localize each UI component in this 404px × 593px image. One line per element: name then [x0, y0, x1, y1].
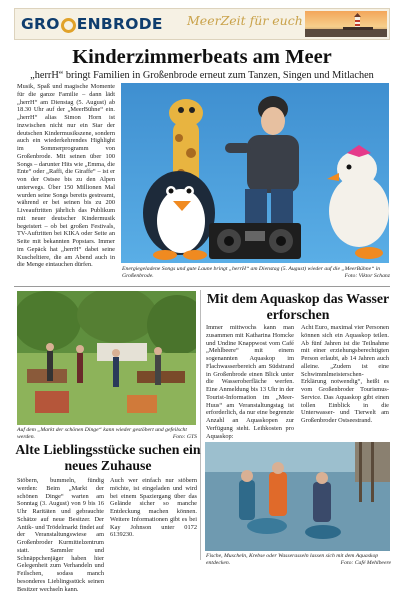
- section-divider: [14, 286, 390, 287]
- brand-logo-text-start: GRO: [21, 15, 60, 33]
- lead-photo-caption: [122, 266, 390, 280]
- aquaskop-photo-credit: Foto: Café Mehlbeere: [340, 560, 391, 566]
- slogan: MeerZeit für euch: [187, 13, 303, 28]
- flea-market-column-2: Auch wer einfach nur stöbern möchte, ist eingeladen und wird bei einem Spaziergang über das Gelände sicher so manche Entdeckung machen können. Weitere Informationen gibt es bei Kay Johnson unter 0172 6139230.: [110, 477, 197, 539]
- lead-photo-credit: Foto: Viktor Schanz: [344, 273, 390, 279]
- flea-market-caption-text: Auf dem „Markt der schönen Dinge“ kann wieder gestöbert und gefeilscht werden.: [17, 427, 187, 440]
- sun-ring-icon: [61, 18, 76, 33]
- lead-body-text: [17, 83, 115, 269]
- aquaskop-column-1: Immer mittwochs kann man zusammen mit Katharina Homcke und Undine Knappwost vom Café „Mehlbeere“ mit einem sogenannten Aquaskop im Flachwasserbereich am Südstrand in Großenbrode einen Blick unter die Wasseroberfläche werfen. Eine Anmeldung bis 13 Uhr in der Tourist-Information im „Meer-Huus“ am Veranstaltungstag ist erforderlich, da nur eine begrenzte Anzahl an Aquaskopen zur Verfügung steht. Leihkosten pro Aquaskop:: [206, 324, 294, 440]
- aquaskop-headline: Mit dem Aquaskop das Wasser erforschen: [206, 291, 390, 322]
- lighthouse-sunset-image: [305, 11, 387, 37]
- flea-market-photo: [17, 291, 196, 425]
- lead-headline: Kinderzimmerbeats am Meer: [72, 46, 332, 68]
- brand-logo: [15, 9, 177, 39]
- lead-paragraph: Musik, Spaß und magische Momente für die ganze Familie – dann lädt „herrH“ am Dienstag (5. August) ab 18.30 Uhr auf der „MeerBühne“ ein. „herrH“ alias Simon Horn ist inzwischen nicht nur ein Star der deutschen Kindermusikszene, sondern auch ein wiederkehrendes Highlight im Sommerprogramm von Großenbrode. Mit seinen über 100 Songs – darunter Hits wie „Emma, die Ente“ oder „Raffi, die Giraffe“ – ist er von der Ostsee bis zu den Alpen unterwegs. Über 150 Millionen Mal wurden seine Songs bereits gestreamt, während er bei seinen bis zu 200 Liveauftritten jährlich das Publikum mit neuer deutscher Kindermusik begeistert – ob bei großen Festivals, TV-Auftritten bei KIKA oder Seite an Seite mit bekannten Popstars. Immer im Gepäck hat „herrH“ dabei seine Kuscheltiere, die am Abend auch in die Menge eintauchen dürfen.: [17, 83, 115, 269]
- aquaskop-caption: [206, 553, 391, 567]
- flea-market-headline: Alte Lieblingsstücke suchen ein neues Zuhause: [15, 442, 201, 473]
- lead-caption-text: Energiegeladene Songs und gute Laune bringt „herrH“ am Dienstag (5. August) wieder auf die „MeerBühne“ in Großenbrode.: [122, 266, 381, 279]
- column-divider: [200, 290, 201, 560]
- flea-market-column-1: Stöbern, bummeln, fündig werden: Beim „Markt der schönen Dinge“ warten am Sonntag (3. August) von 9 bis 16 Uhr Raritäten und gebrauchte Schätze auf neue Besitzer. Der Antik- und Trödelmarkt findet auf der Veranstaltungswiese am Großenbroder Kurmittelzentrum statt. Sammler und Schnäppchenjäger haben hier Gelegenheit zum Verhandeln und Feilschen, sodass manch besonderes Lieblingsstück seinen Besitzer wechseln kann.: [17, 477, 104, 593]
- masthead: [14, 8, 390, 40]
- aquaskop-photo: [205, 442, 390, 551]
- flea-market-caption: [17, 427, 197, 441]
- brand-logo-text-end: ENBRODE: [76, 15, 163, 33]
- flea-market-photo-credit: Foto: GTS: [172, 434, 197, 440]
- aquaskop-caption-text: Fische, Muscheln, Krebse oder Wasserasseln lassen sich mit dem Aquaskop entdecken.: [206, 553, 379, 566]
- lead-photo: [121, 83, 389, 263]
- aquaskop-column-2: Acht Euro, maximal vier Personen können sich ein Aquaskop teilen. Ab fünf Jahren ist die Teilnahme mit einer erziehungsberechtigten Person erlaubt, ab 14 Jahren auch alleine. „Zudem ist eine Schwimmlmeisterschen-Erklärung notwendig“, heißt es vom Großenbroder Tourismus-Service. Das Aquaskop gibt einen tollen Einblick in die Unterwasser- und Tierwelt am Großenbroder Ostseestrand.: [301, 324, 389, 424]
- lead-subheadline: „herrH“ bringt Familien in Großenbrode erneut zum Tanzen, Singen und Mitlachen: [30, 70, 374, 81]
